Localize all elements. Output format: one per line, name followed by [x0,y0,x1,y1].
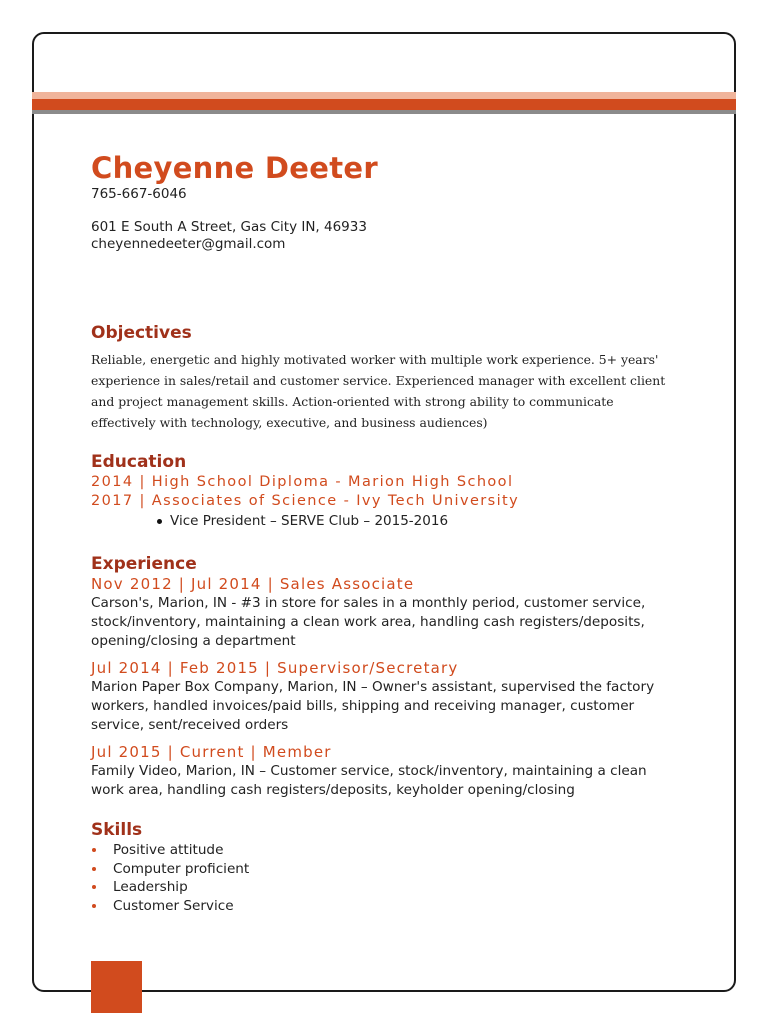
email: cheyennedeeter@gmail.com [91,236,286,252]
decorative-corner-square [91,961,142,1013]
candidate-name: Cheyenne Deeter [91,151,378,185]
skill-item: Customer Service [91,897,681,916]
objectives-text: Reliable, energetic and highly motivated worker with multiple work experience. 5+ years' experience in sales/retail and customer service. Experienced manager with excellent client and project management skills. Action-oriented with strong ability to communicate effectively with technology, executive, and business audiences) [91,352,666,430]
skills-list [91,841,681,915]
job-entry [91,743,681,800]
skills-heading: Skills [91,820,143,840]
resume-content [91,150,681,915]
phone-number: 765-667-6046 [91,186,187,202]
address: 601 E South A Street, Gas City IN, 46933 [91,219,367,235]
education-bullets [91,512,681,530]
job-description: Marion Paper Box Company, Marion, IN – Owner's assistant, supervised the factory workers, handled invoices/paid bills, shipping and receiving manager, customer service, sent/received orders [91,679,655,733]
objectives-heading: Objectives [91,323,192,343]
job-entry [91,659,681,735]
job-heading: Nov 2012 | Jul 2014 | Sales Associate [91,575,415,593]
job-description: Carson's, Marion, IN - #3 in store for sales in a monthly period, customer service, stock/inventory, maintaining a clean work area, handling cash registers/deposits, opening/closing a department [91,595,646,649]
experience-heading: Experience [91,554,197,574]
job-heading: Jul 2015 | Current | Member [91,743,332,761]
header-band-light [32,92,736,99]
education-heading: Education [91,452,187,472]
education-bullet-item: Vice President – SERVE Club – 2015-2016 [91,512,681,530]
job-heading: Jul 2014 | Feb 2015 | Supervisor/Secretary [91,659,459,677]
job-entry [91,575,681,651]
education-entry: 2017 | Associates of Science - Ivy Tech University [91,493,520,509]
header-band-accent [32,99,736,110]
skill-item: Positive attitude [91,841,681,860]
skill-item: Leadership [91,878,681,897]
header-band-gray [32,110,736,114]
skill-item: Computer proficient [91,860,681,879]
education-entry: 2014 | High School Diploma - Marion High School [91,474,514,490]
job-description: Family Video, Marion, IN – Customer service, stock/inventory, maintaining a clean work area, handling cash registers/deposits, keyholder opening/closing [91,763,647,798]
